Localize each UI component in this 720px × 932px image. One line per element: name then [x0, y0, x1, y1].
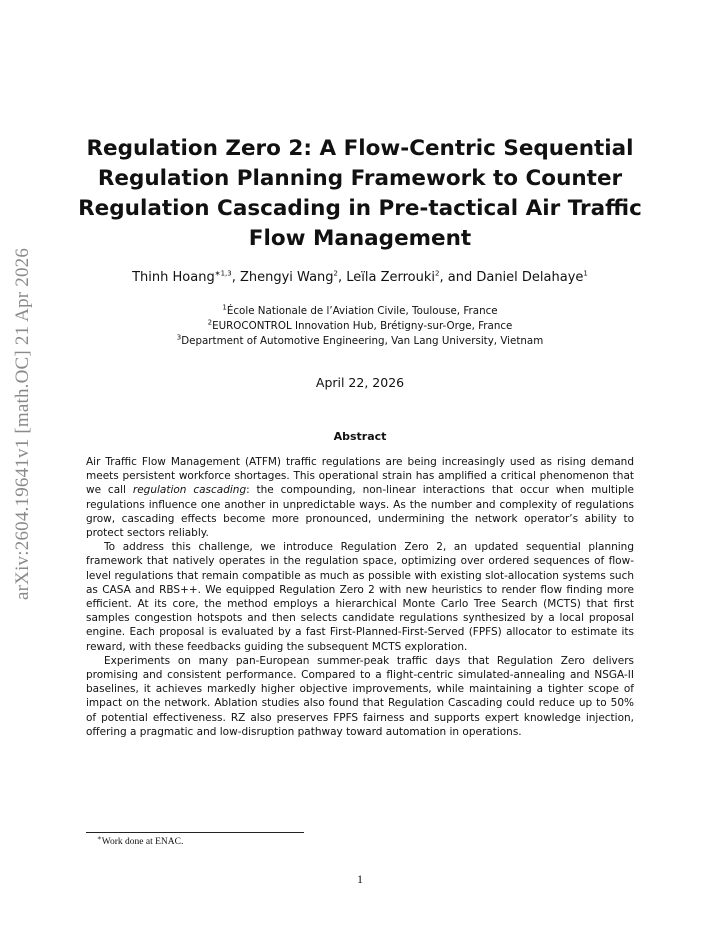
abstract-text: Air Traffic Flow Management (ATFM) traffic regulations are being increasingly used as rising demand meets persistent workforce shortages. This operational strain has amplified a critical phenomenon that we call — [86, 456, 634, 497]
separator: , — [231, 270, 240, 285]
affiliation-mark: 2 — [207, 318, 213, 327]
affiliation-mark: 1 — [222, 303, 227, 312]
author-name: Leïla Zerrouki — [346, 270, 436, 285]
affiliation — [60, 334, 660, 349]
abstract-emphasis: regulation cascading — [132, 484, 247, 497]
paper-date: April 22, 2026 — [315, 375, 405, 390]
affiliation — [60, 319, 660, 334]
title-line: Regulation Cascading in Pre-tactical Air Traffic — [78, 196, 642, 221]
affiliation-text: Department of Automotive Engineering, Van Lang University, Vietnam — [181, 335, 544, 347]
affiliation-text: EUROCONTROL Innovation Hub, Brétigny-sur-Orge, France — [212, 320, 513, 332]
separator: , — [338, 270, 347, 285]
affiliation-mark: 3 — [176, 333, 182, 342]
title-line: Flow Management — [248, 226, 472, 251]
paper-title — [60, 134, 660, 254]
page-number: 1 — [357, 872, 363, 886]
abstract-body — [86, 455, 634, 739]
affiliation-list — [60, 304, 660, 349]
abstract-paragraph: To address this challenge, we introduce Regulation Zero 2, an updated sequential planning framework that natively operates in the regulation space, optimizing over ordered sequences of flow-level regulations that remain compatible as much as possible with existing slot-allocation systems such as CASA and RBS++. We equipped Regulation Zero 2 with new heuristics to render flow finding more efficient. At its core, the method employs a hierarchical Monte Carlo Tree Search (MCTS) that first samples congestion hotspots and then selects candidate regulations synthesized by a local proposal engine. Each proposal is evaluated by a fast First-Planned-First-Served (FPFS) allocator to estimate its reward, with these feedbacks guiding the subsequent MCTS exploration. — [86, 541, 634, 653]
footnote-rule — [86, 832, 304, 833]
abstract-paragraph: Experiments on many pan-European summer-peak traffic days that Regulation Zero delivers promising and consistent performance. Compared to a flight-centric simulated-annealing and NSGA-II baselines, it achieves markedly higher objective improvements, while maintaining a tighter scope of impact on the network. Ablation studies also found that Regulation Cascading could reduce up to 50% of potential effectiveness. RZ also preserves FPFS fairness and supports expert knowledge injection, offering a pragmatic and low-disruption pathway toward automation in operations. — [86, 654, 634, 738]
title-line: Regulation Zero 2: A Flow-Centric Sequential — [86, 136, 634, 161]
footnote-text: Work done at ENAC. — [101, 837, 184, 847]
title-line: Regulation Planning Framework to Counter — [97, 166, 623, 191]
footnote-mark: ∗ — [97, 833, 102, 842]
author-affil-mark: ∗1,3 — [214, 269, 232, 278]
affiliation — [60, 304, 660, 319]
separator: , and — [439, 270, 477, 285]
author-affil-mark: 2 — [435, 269, 440, 278]
author-name: Zhengyi Wang — [239, 270, 334, 285]
author-affil-mark: 2 — [333, 269, 338, 278]
affiliation-text: École Nationale de l’Aviation Civile, Toulouse, France — [226, 305, 498, 317]
author-name: Thinh Hoang — [132, 270, 215, 285]
arxiv-sidebar-id: arXiv:2604.19641v1 [math.OC] 21 Apr 2026 — [12, 247, 33, 600]
abstract-paragraph — [86, 455, 634, 540]
author-name: Daniel Delahaye — [476, 270, 584, 285]
abstract-heading: Abstract — [333, 430, 387, 443]
author-list — [60, 270, 660, 285]
footnote — [97, 833, 184, 847]
abstract-text: : the compounding, non-linear interactions that occur when multiple regulations influence one another in unpredictable ways. As the number and complexity of regulations grow, cascading effects become more pronounced, undermining the network operator’s ability to protect sectors reliably. — [86, 484, 635, 540]
author-affil-mark: 1 — [583, 269, 588, 278]
